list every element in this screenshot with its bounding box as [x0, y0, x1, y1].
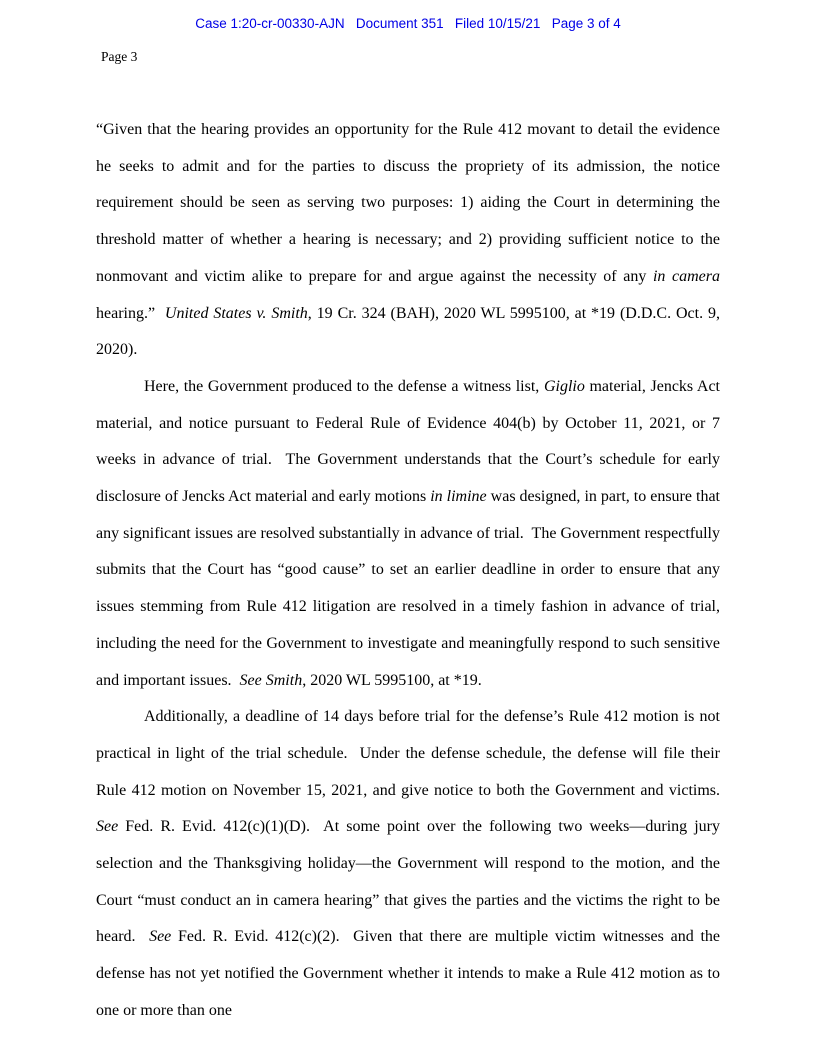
page-number-label: Page 3: [101, 49, 138, 64]
paragraph: [96, 369, 724, 699]
text-run: , 2020 WL 5995100, at *19.: [302, 671, 482, 689]
text-run: was designed, in part, to ensure that any significant issues are resolved substantially in advance of trial. The Government respectfully submits that the Court has “good cause” to set an earlier deadline in order to ensure that any issues stemming from Rule 412 litigation are resolved in a timely fashion in advance of trial, including the need for the Government to investigate and meaningfully respond to such sensitive and important issues.: [96, 488, 724, 689]
italic-text-run: See Smith: [239, 671, 303, 689]
text-run: Additionally, a deadline of 14 days before trial for the defense’s Rule 412 motion is not practical in light of the trial schedule. Under the defense schedule, the defense will file their Rule 412 motion on November 15, 2021, and give notice to both the Government and victims.: [96, 708, 728, 799]
paragraph: [96, 112, 725, 369]
italic-text-run: Giglio: [543, 377, 585, 395]
italic-text-run: See: [96, 818, 119, 836]
text-run: “Given that the hearing provides an opportunity for the Rule 412 movant to detail the evidence he seeks to admit and for the parties to discuss the propriety of its admission, the notice requirement should be seen as serving two purposes: 1) aiding the Court in determining the threshold matter of whether a hearing is necessary; and 2) providing sufficient notice to the nonmovant and victim alike to prepare for and argue against the necessity of any: [96, 121, 724, 285]
text-run: material, Jencks Act material, and notice pursuant to Federal Rule of Evidence 404(b) by October 11, 2021, or 7 weeks in advance of trial. The Government understands that the Court’s schedule for early disclosure of Jencks Act material and early motions: [96, 377, 724, 506]
text-run: hearing.”: [96, 267, 724, 322]
text-run: Fed. R. Evid. 412(c)(1)(D). At some point over the following two weeks—during jury selection and the Thanksgiving holiday—the Government will respond to the motion, and the Court “must conduct an in camera hearing” that gives the parties and the victims the right to be heard.: [96, 818, 724, 946]
italic-text-run: See: [149, 928, 172, 946]
italic-text-run: United States v. Smith: [164, 304, 308, 322]
text-run: Fed. R. Evid. 412(c)(2). Given that there are multiple victim witnesses and the defense has not yet notified the Government whether it intends to make a Rule 412 motion as to one or more than one: [96, 928, 725, 1019]
text-run: Here, the Government produced to the defense a witness list,: [144, 377, 544, 395]
italic-text-run: in camera: [652, 267, 720, 285]
italic-text-run: in limine: [430, 488, 487, 506]
text-run: , 19 Cr. 324 (BAH), 2020 WL 5995100, at *19 (D.D.C. Oct. 9, 2020).: [96, 304, 725, 359]
document-body: [96, 112, 728, 1030]
case-stamp: Case 1:20-cr-00330-AJN Document 351 Filed 10/15/21 Page 3 of 4: [195, 16, 621, 31]
paragraph: [96, 699, 728, 1029]
